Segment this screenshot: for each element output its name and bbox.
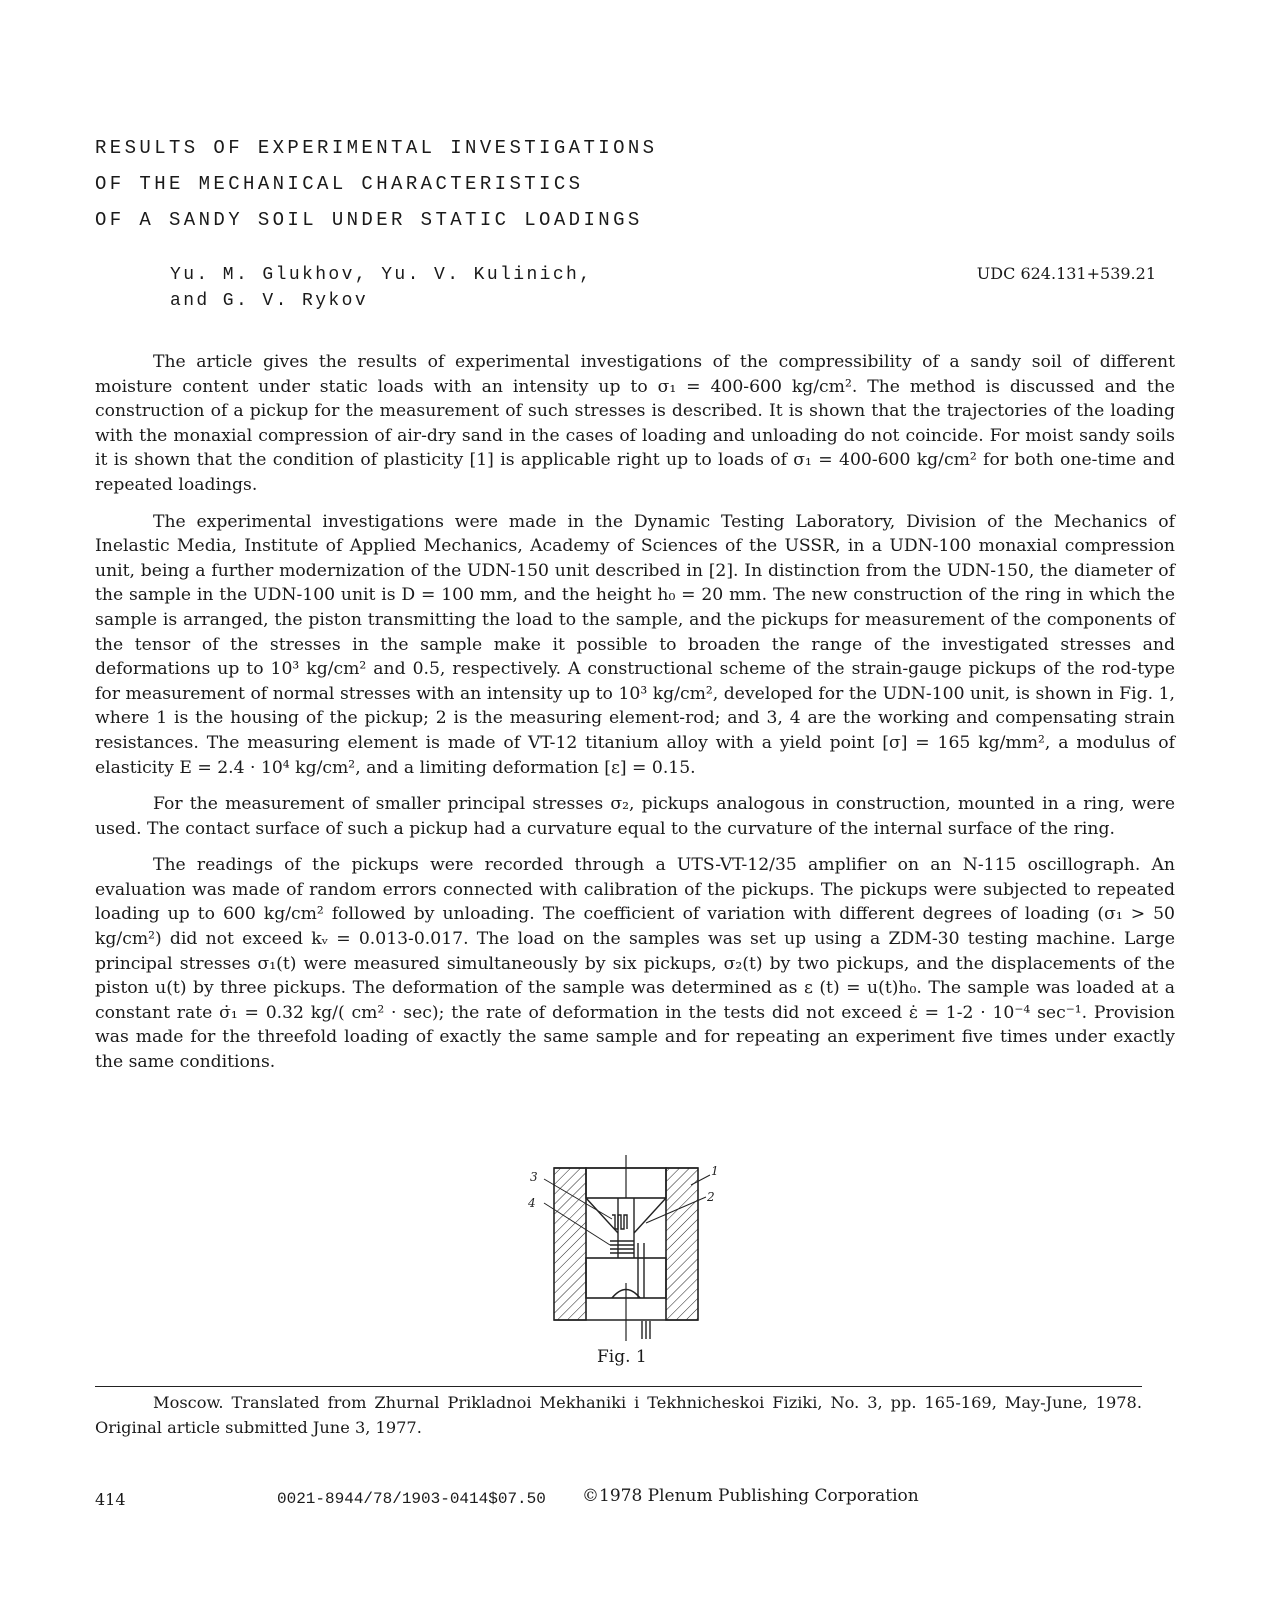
figure-1-pickup-diagram	[526, 1153, 726, 1343]
translation-footnote	[95, 1391, 1142, 1440]
page-number: 414	[95, 1490, 126, 1509]
article-title	[95, 130, 657, 238]
label-3: 3	[530, 1170, 538, 1184]
copyright-notice: ©1978 Plenum Publishing Corporation	[582, 1486, 919, 1506]
label-2: 2	[707, 1190, 715, 1204]
lead-wires	[642, 1321, 650, 1339]
label-1: 1	[711, 1164, 719, 1178]
abstract-paragraph: The article gives the results of experimental investigations of the compressibility of a sandy soil of different moisture content under static loads with an intensity up to σ₁ = 400-600 kg/cm². The method is discussed and the construction of a pickup for the measurement of such stresses is described. It is shown that the trajectories of the loading with the monaxial compression of air-dry sand in the cases of loading and unloading do not coincide. For moist sandy soils it is shown that the condition of plasticity [1] is applicable right up to loads of σ₁ = 400-600 kg/cm² for both one-time and repeated loadings.	[95, 352, 1175, 495]
title-line-3: OF A SANDY SOIL UNDER STATIC LOADINGS	[95, 209, 643, 231]
pickup-drawing	[526, 1153, 726, 1343]
title-line-1: RESULTS OF EXPERIMENTAL INVESTIGATIONS	[95, 137, 658, 159]
label-4: 4	[528, 1196, 536, 1210]
figure-caption: Fig. 1	[597, 1347, 647, 1367]
article-body	[95, 350, 1175, 1087]
author-line-2: and G. V. Rykov	[170, 291, 369, 311]
body-paragraph-2: For the measurement of smaller principal stresses σ₂, pickups analogous in construction, mounted in a ring, were used. The contact surface of such a pickup had a curvature equal to the curvature of the internal surface of the ring.	[95, 794, 1175, 839]
title-line-2: OF THE MECHANICAL CHARACTERISTICS	[95, 173, 584, 195]
author-list	[170, 262, 592, 314]
body-paragraph-3: The readings of the pickups were recorded through a UTS-VT-12/35 amplifier on an N-115 oscillograph. An evaluation was made of random errors connected with calibration of the pickups. The pickups were subjected to repeated loading up to 600 kg/cm² followed by unloading. The coefficient of variation with different degrees of loading (σ₁ > 50 kg/cm²) did not exceed kᵥ = 0.013-0.017. The load on the samples was set up using a ZDM-30 testing machine. Large principal stresses σ₁(t) were measured simultaneously by six pickups, σ₂(t) by two pickups, and the displacements of the piston u(t) by three pickups. The deformation of the sample was determined as ε (t) = u(t)h₀. The sample was loaded at a constant rate σ̇₁ = 0.32 kg/( cm² · sec); the rate of deformation in the tests did not exceed ε̇ = 1-2 · 10⁻⁴ sec⁻¹. Provision was made for the threefold loading of exactly the same sample and for repeating an experiment five times under exactly the same conditions.	[95, 855, 1175, 1073]
udc-code: UDC 624.131+539.21	[976, 264, 1156, 283]
body-paragraph-1: The experimental investigations were made in the Dynamic Testing Laboratory, Division of the Mechanics of Inelastic Media, Institute of Applied Mechanics, Academy of Sciences of the USSR, in a UDN-100 monaxial compression unit, being a further modernization of the UDN-150 unit described in [2]. In distinction from the UDN-150, the diameter of the sample in the UDN-100 unit is D = 100 mm, and the height h₀ = 20 mm. The new construction of the ring in which the sample is arranged, the piston transmitting the load to the sample, and the pickups for measurement of the components of the tensor of the stresses in the sample make it possible to broaden the range of the investigated stresses and deformations up to 10³ kg/cm² and 0.5, respectively. A constructional scheme of the strain-gauge pickups of the rod-type for measurement of normal stresses with an intensity up to 10³ kg/cm², developed for the UDN-100 unit, is shown in Fig. 1, where 1 is the housing of the pickup; 2 is the measuring element-rod; and 3, 4 are the working and compensating strain resistances. The measuring element is made of VT-12 titanium alloy with a yield point [σ] = 165 kg/mm², a modulus of elasticity E = 2.4 · 10⁴ kg/cm², and a limiting deformation [ε] = 0.15.	[95, 511, 1175, 778]
footnote-divider	[95, 1386, 1142, 1387]
article-code: 0021-8944/78/1903-0414$07.50	[277, 1490, 546, 1508]
footnote-text: Moscow. Translated from Zhurnal Prikladnoi Mekhaniki i Tekhnicheskoi Fiziki, No. 3, pp. 165-169, May-June, 1978. Original article submitted June 3, 1977.	[95, 1393, 1142, 1437]
author-line-1: Yu. M. Glukhov, Yu. V. Kulinich,	[170, 265, 593, 285]
